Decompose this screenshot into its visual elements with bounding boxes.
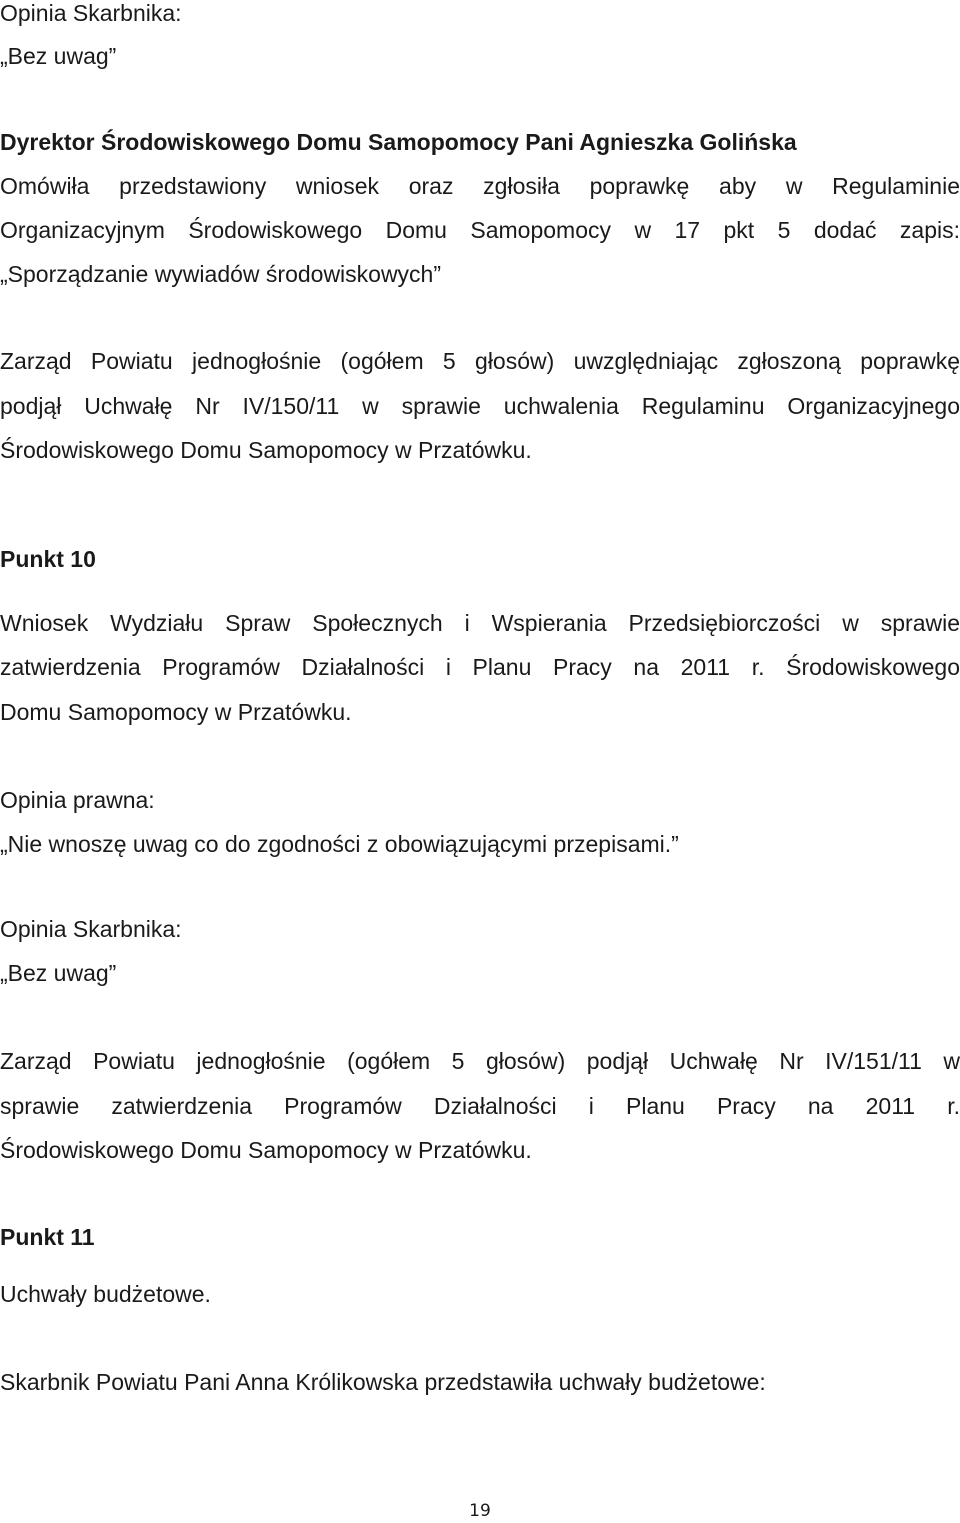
resolution-150-line-3: Środowiskowego Domu Samopomocy w Przatówku.: [0, 437, 532, 463]
punkt-10-text-line-1: Wniosek Wydziału Spraw Społecznych i Wspierania Przedsiębiorczości w sprawie: [0, 610, 960, 636]
resolution-151-line-3: Środowiskowego Domu Samopomocy w Przatówku.: [0, 1137, 532, 1163]
page-number: 19: [469, 1501, 491, 1521]
punkt-11-heading: Punkt 11: [0, 1224, 95, 1250]
director-heading: Dyrektor Środowiskowego Domu Samopomocy Pani Agnieszka Golińska: [0, 129, 797, 155]
punkt-10-heading: Punkt 10: [0, 546, 96, 572]
treasurer-opinion-value-2: „Bez uwag”: [0, 960, 117, 986]
treasurer-opinion-value: „Bez uwag”: [0, 43, 117, 69]
punkt-10-text-line-3: Domu Samopomocy w Przatówku.: [0, 699, 352, 725]
punkt-10-text-line-2: zatwierdzenia Programów Działalności i Planu Pracy na 2011 r. Środowiskowego: [0, 654, 960, 680]
resolution-151-line-1: Zarząd Powiatu jednogłośnie (ogółem 5 głosów) podjął Uchwałę Nr IV/151/11 w: [0, 1048, 960, 1074]
director-text-line-2: Organizacyjnym Środowiskowego Domu Samopomocy w 17 pkt 5 dodać zapis:: [0, 217, 960, 243]
legal-opinion-label: Opinia prawna:: [0, 787, 155, 813]
resolution-150-line-1: Zarząd Powiatu jednogłośnie (ogółem 5 głosów) uwzględniając zgłoszoną poprawkę: [0, 348, 960, 374]
legal-opinion-value: „Nie wnoszę uwag co do zgodności z obowiązującymi przepisami.”: [0, 831, 679, 857]
director-text-line-3: „Sporządzanie wywiadów środowiskowych”: [0, 261, 442, 287]
resolution-151-line-2: sprawie zatwierdzenia Programów Działalności i Planu Pracy na 2011 r.: [0, 1093, 960, 1119]
director-text-line-1: Omówiła przedstawiony wniosek oraz zgłosiła poprawkę aby w Regulaminie: [0, 173, 960, 199]
resolution-150-line-2: podjął Uchwałę Nr IV/150/11 w sprawie uchwalenia Regulaminu Organizacyjnego: [0, 393, 960, 419]
treasurer-opinion-label: Opinia Skarbnika:: [0, 0, 182, 26]
punkt-11-subtitle: Uchwały budżetowe.: [0, 1281, 211, 1307]
treasurer-opinion-label-2: Opinia Skarbnika:: [0, 916, 182, 942]
punkt-11-text: Skarbnik Powiatu Pani Anna Królikowska przedstawiła uchwały budżetowe:: [0, 1369, 766, 1395]
